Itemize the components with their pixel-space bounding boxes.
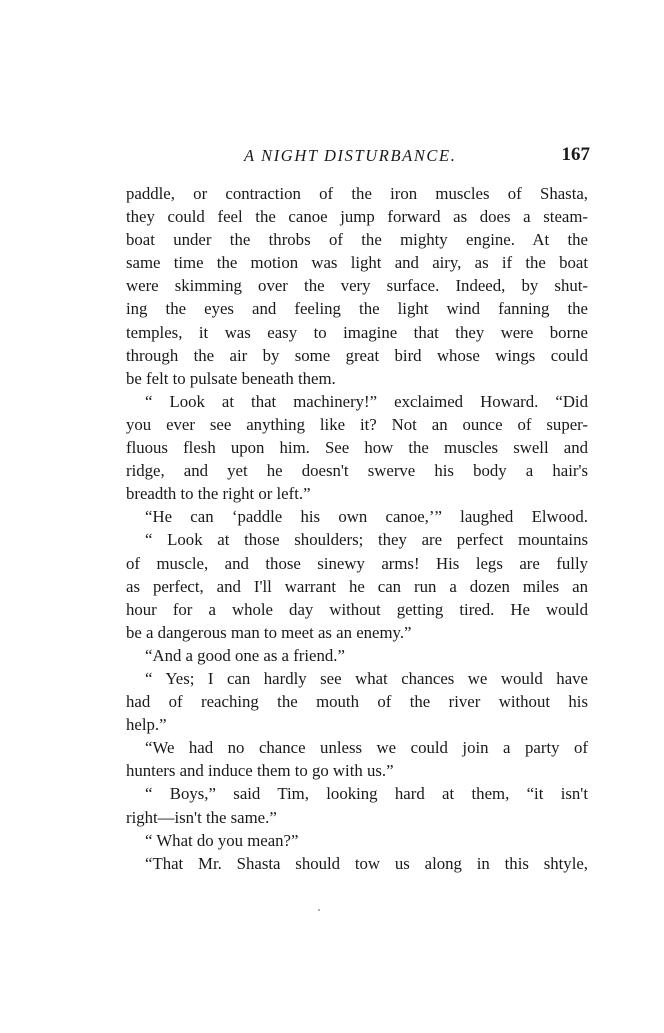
text-line: “He can ‘paddle his own canoe,’” laughed Elwood.: [145, 507, 588, 527]
text-line: right—isn't the same.”: [126, 807, 277, 827]
text-line: “That Mr. Shasta should tow us along in this shtyle,: [145, 853, 588, 873]
text-line: “ Look at that machinery!” exclaimed Howard. “Did: [145, 391, 588, 411]
text-line: through the air by some great bird whose wings could: [126, 345, 588, 365]
text-line: hunters and induce them to go with us.”: [126, 761, 394, 781]
text-line: “ Yes; I can hardly see what chances we would have: [145, 668, 588, 688]
text-line: “We had no chance unless we could join a party of: [145, 738, 588, 758]
text-line: ing the eyes and feeling the light wind fanning the: [126, 299, 588, 319]
text-line: were skimming over the very surface. Indeed, by shut-: [126, 276, 588, 296]
text-line: be felt to pulsate beneath them.: [126, 368, 336, 388]
print-speck: [318, 909, 320, 911]
text-line: as perfect, and I'll warrant he can run a dozen miles an: [126, 576, 588, 596]
running-head: [126, 146, 588, 172]
text-line: temples, it was easy to imagine that they were borne: [126, 322, 588, 342]
text-line: same time the motion was light and airy, as if the boat: [126, 253, 588, 273]
text-line: “ What do you mean?”: [145, 830, 299, 850]
text-line: of muscle, and those sinewy arms! His legs are fully: [126, 553, 588, 573]
text-line: boat under the throbs of the mighty engine. At the: [126, 230, 588, 250]
text-line: you ever see anything like it? Not an ounce of super-: [126, 414, 588, 434]
text-line: had of reaching the mouth of the river without his: [126, 692, 588, 712]
page-number: 167: [561, 144, 590, 165]
running-title: A NIGHT DISTURBANCE.: [244, 146, 457, 165]
text-line: hour for a whole day without getting tired. He would: [126, 599, 588, 619]
text-line: be a dangerous man to meet as an enemy.”: [126, 622, 412, 642]
text-line: they could feel the canoe jump forward as does a steam-: [126, 207, 588, 227]
text-line: help.”: [126, 715, 167, 735]
text-line: breadth to the right or left.”: [126, 484, 311, 504]
text-line: “ Look at those shoulders; they are perfect mountains: [145, 530, 588, 550]
text-line: paddle, or contraction of the iron muscles of Shasta,: [126, 184, 588, 203]
text-line: ridge, and yet he doesn't swerve his body a hair's: [126, 461, 588, 481]
body-text: [126, 182, 588, 875]
text-line: fluous flesh upon him. See how the muscles swell and: [126, 438, 588, 458]
text-line: “ Boys,” said Tim, looking hard at them, “it isn't: [145, 784, 588, 804]
text-line: “And a good one as a friend.”: [145, 645, 345, 665]
